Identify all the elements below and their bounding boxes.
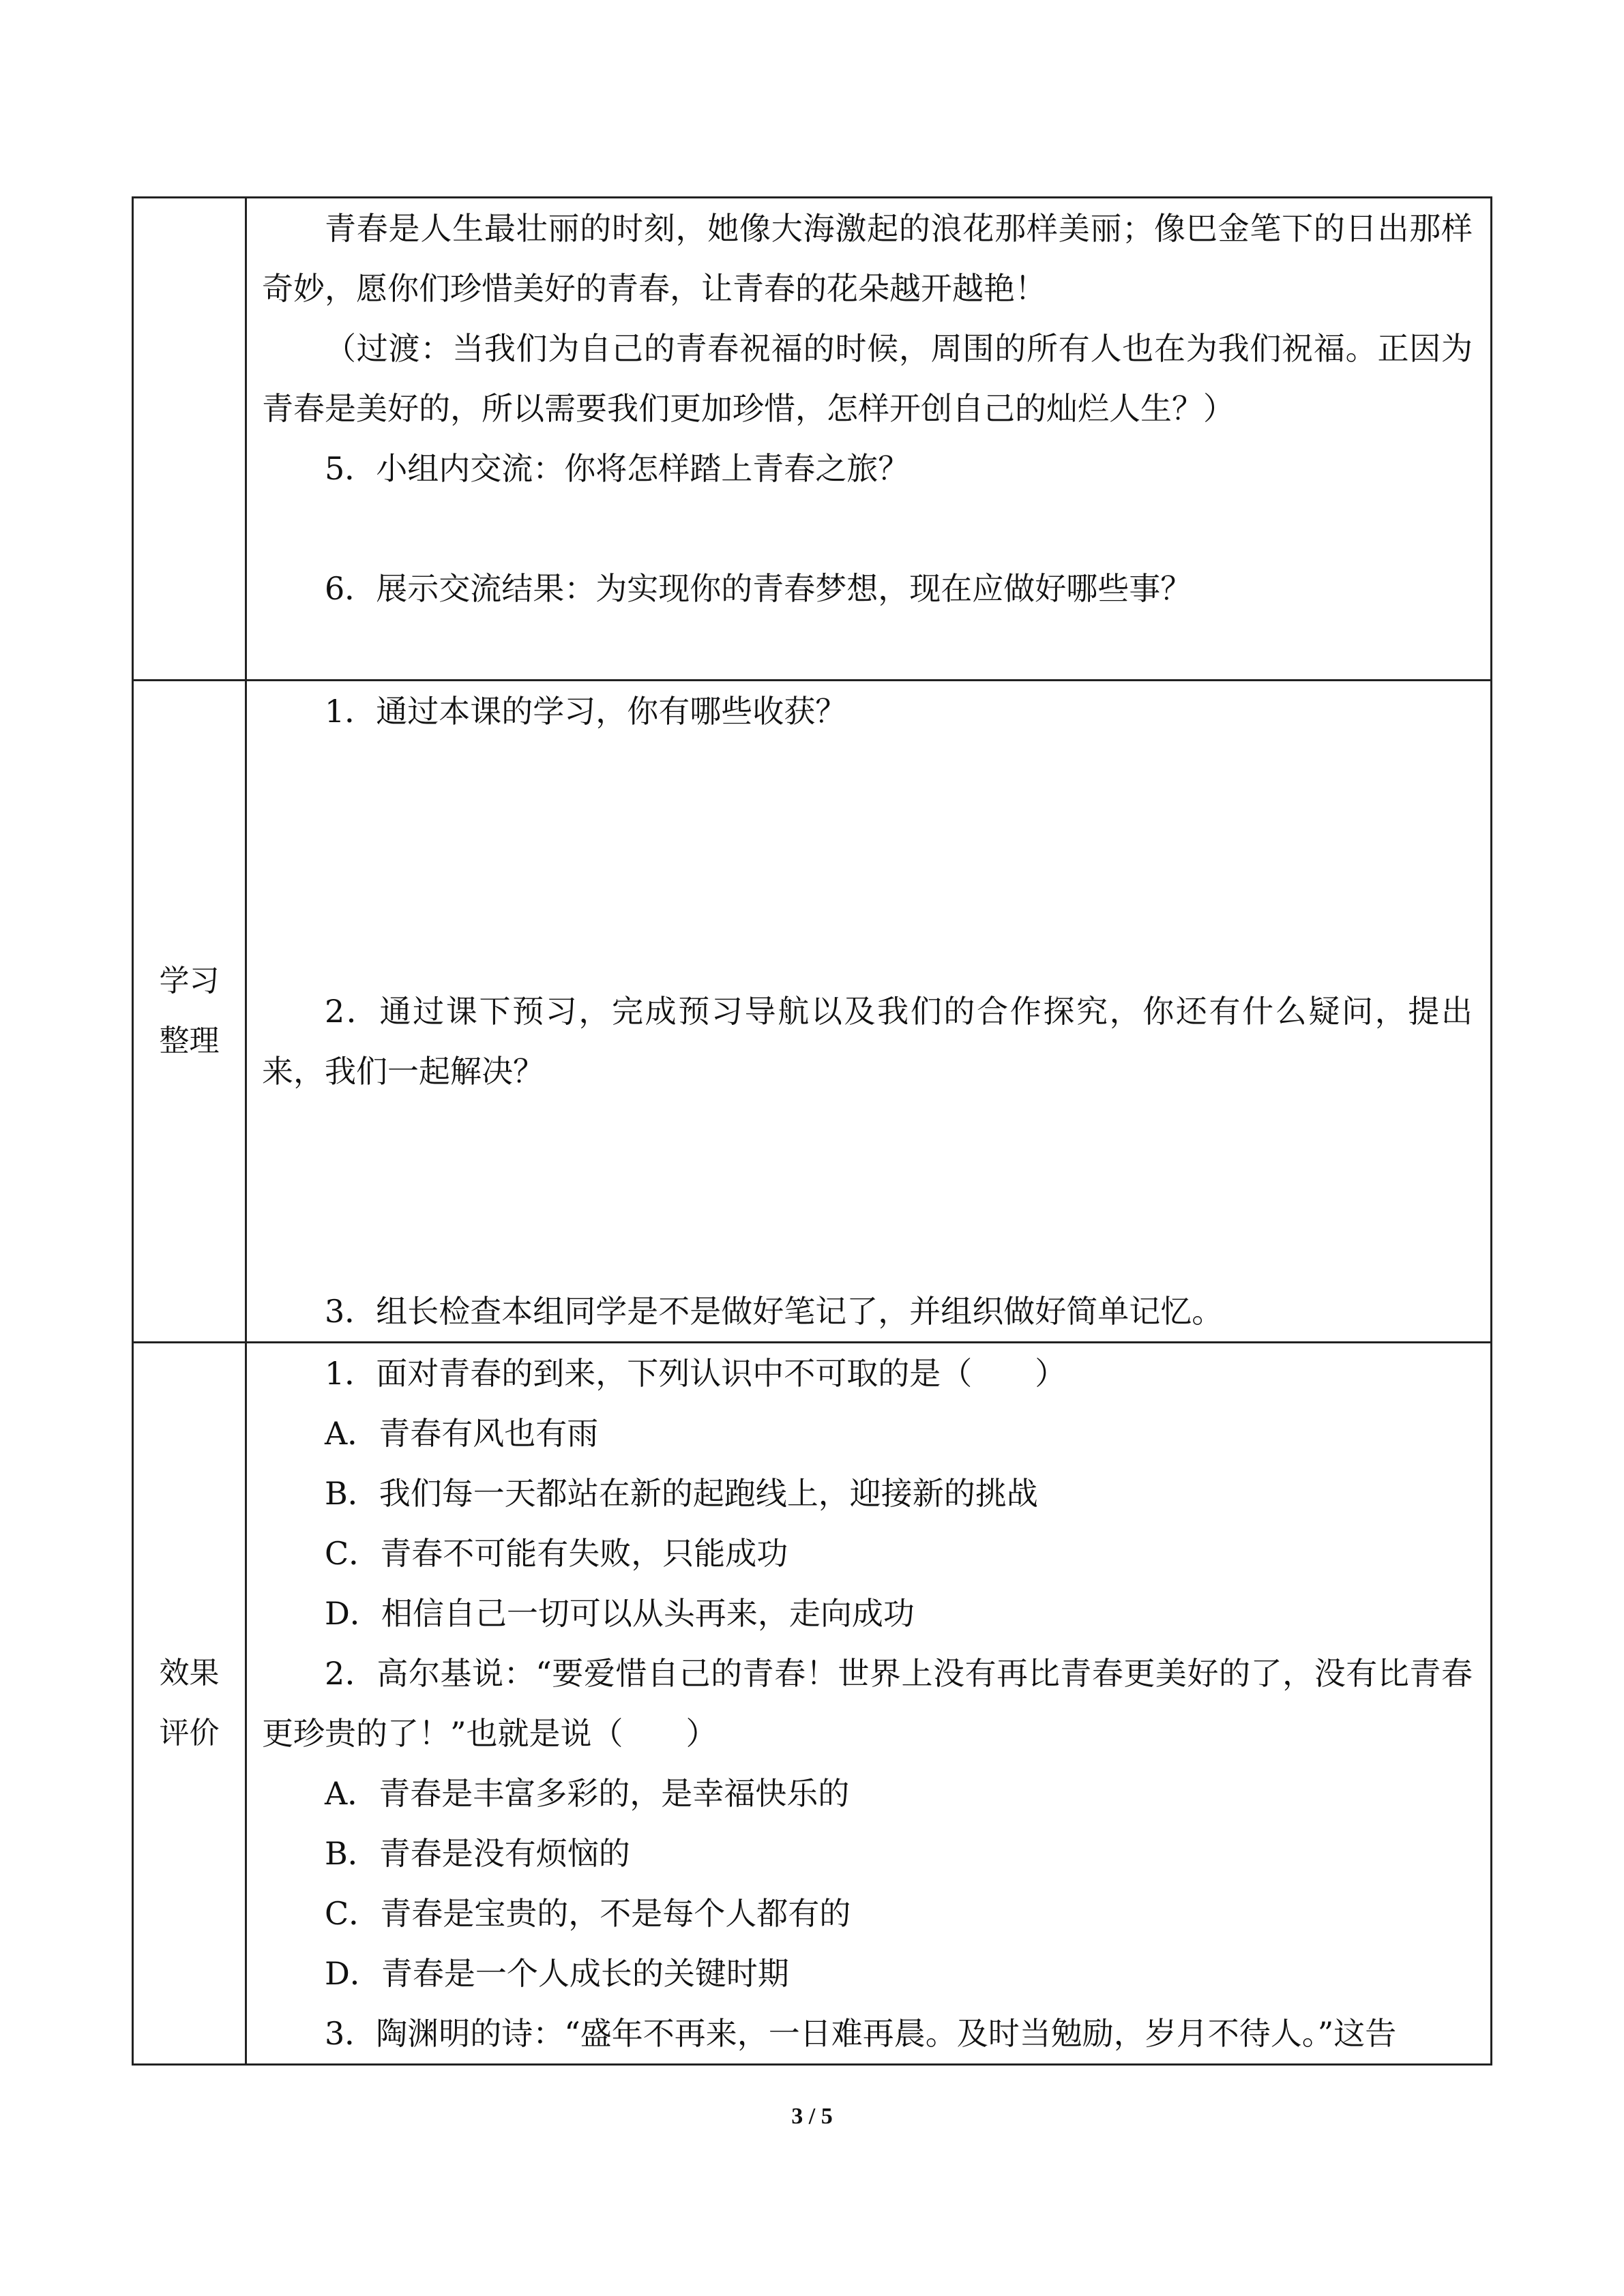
question-3-stem: 3．陶渊明的诗：“盛年不再来，一日难再晨。及时当勉励，岁月不待人。”这告 — [325, 2015, 1397, 2052]
transition-paragraph: （过渡：当我们为自己的青春祝福的时候，周围的所有人也在为我们祝福。正因为青春是美好的，所以需要我们更加珍惜，怎样开创自己的灿烂人生？） — [262, 330, 1473, 427]
section-content-summary — [246, 681, 1492, 1343]
section-content-evaluation — [246, 1343, 1492, 2065]
question-1-stem: 1．面对青春的到来，下列认识中不可取的是（ ） — [325, 1355, 1067, 1392]
question-2-stem: 2．高尔基说：“要爱惜自己的青春！世界上没有再比青春更美好的了，没有比青春更珍贵的了！”也就是说（ ） — [262, 1655, 1473, 1752]
spacer — [262, 498, 1473, 558]
section-row-summary — [133, 681, 1492, 1343]
summary-item-3: 3．组长检查本组同学是不是做好笔记了，并组织做好简单记忆。 — [325, 1293, 1224, 1330]
question-2-option-d: D．青春是一个人成长的关键时期 — [325, 1955, 789, 1992]
question-1-option-b: B．我们每一天都站在新的起跑线上，迎接新的挑战 — [325, 1475, 1038, 1512]
question-1-option-a: A．青春有风也有雨 — [325, 1415, 599, 1452]
label-line: 学习 — [159, 964, 220, 998]
question-2-option-c: C．青春是宝贵的，不是每个人都有的 — [325, 1895, 851, 1932]
section-row-evaluation — [133, 1343, 1492, 2065]
summary-item-1: 1．通过本课的学习，你有哪些收获？ — [325, 693, 847, 730]
youth-paragraph: 青春是人生最壮丽的时刻，她像大海激起的浪花那样美丽；像巴金笔下的日出那样奇妙，愿你们珍惜美好的青春，让青春的花朵越开越艳！ — [262, 210, 1473, 307]
label-line: 评价 — [159, 1716, 220, 1750]
section-content-classroom — [246, 198, 1492, 681]
label-line: 效果 — [159, 1656, 220, 1690]
worksheet-table — [132, 196, 1492, 2066]
answer-space — [262, 741, 1473, 981]
step-6-text: 6．展示交流结果：为实现你的青春梦想，现在应做好哪些事？ — [325, 570, 1192, 607]
question-2-option-b: B．青春是没有烦恼的 — [325, 1835, 630, 1872]
question-2-option-a: A．青春是丰富多彩的，是幸福快乐的 — [325, 1775, 850, 1812]
page-number: 3 / 5 — [791, 2104, 833, 2129]
summary-item-2: 2．通过课下预习，完成预习导航以及我们的合作探究，你还有什么疑问，提出来，我们一起解决？ — [262, 993, 1473, 1090]
question-1-option-d: D．相信自己一切可以从头再来，走向成功 — [325, 1595, 915, 1632]
section-label-summary — [133, 681, 246, 1343]
section-label-evaluation — [133, 1343, 246, 2065]
answer-space — [262, 1101, 1473, 1281]
step-5-text: 5．小组内交流：你将怎样踏上青春之旅？ — [325, 450, 910, 487]
section-row-classroom — [133, 198, 1492, 681]
section-label-empty — [133, 198, 246, 681]
question-1-option-c: C．青春不可能有失败，只能成功 — [325, 1535, 788, 1572]
label-line: 整理 — [159, 1024, 220, 1058]
